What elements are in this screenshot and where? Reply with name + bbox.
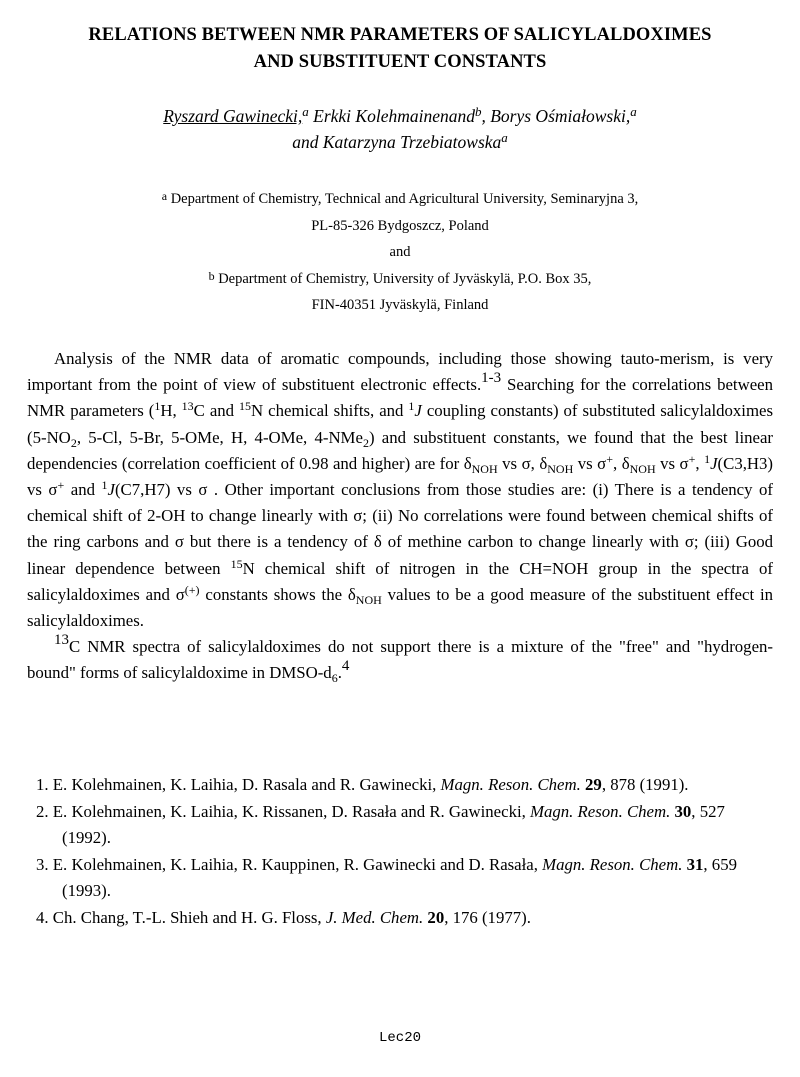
reference-list [36, 772, 772, 931]
title-line-1: RELATIONS BETWEEN NMR PARAMETERS OF SALICYLALDOXIMES [88, 25, 712, 45]
text-run: . [337, 663, 342, 683]
text-run: vs σ [655, 453, 689, 473]
subscript: 2 [362, 435, 369, 450]
superscript: 13 [54, 632, 69, 649]
affiliation-text: Department of Chemistry, Technical and Agricultural University, Seminaryjna 3, [170, 191, 639, 207]
reference-number: 3. [36, 854, 49, 874]
superscript: 13 [181, 399, 194, 414]
reference-number: 4. [36, 907, 49, 927]
subscript: NOH [547, 461, 574, 476]
reference-journal: Magn. Reson. Chem. [530, 801, 671, 821]
subscript: NOH [355, 592, 382, 607]
subscript: 6 [331, 671, 338, 686]
superscript: 1 [408, 399, 415, 414]
affiliation-mark: a [630, 104, 637, 119]
citation-mark: 1-3 [481, 370, 502, 387]
affiliation-text: Department of Chemistry, University of Jyväskylä, P.O. Box 35, [218, 270, 592, 287]
affiliation-a-address: PL-85-326 Bydgoszcz, Poland [311, 217, 489, 234]
text-run: (C7,H7) vs σ . Other important conclusions from those studies are: (i) There is a tendency of chemical shift of 2-OH to change linearly with σ; (ii) No correlations were found between chemical shifts of the ring carbons and σ but there is a tendency of δ of methine carbon to change linearly with σ; (iii) Good linear dependence between [27, 480, 774, 578]
symbol: J [414, 401, 422, 421]
text-run: C and [193, 401, 240, 421]
reference-item [36, 905, 772, 932]
text-run: and [64, 480, 102, 500]
title-line-2: AND SUBSTITUENT CONSTANTS [253, 52, 547, 72]
affiliation-mark: b [208, 268, 215, 283]
paragraph-2 [27, 634, 773, 686]
text-run: N chemical shift of nitrogen in the CH=NOH group in the spectra of salicylaldoximes and σ [27, 558, 774, 604]
reference-number: 1. [36, 775, 49, 794]
reference-journal: Magn. Reson. Chem. [542, 854, 683, 874]
reference-item [36, 772, 772, 799]
authors-line-2 [40, 129, 760, 155]
superscript: + [57, 478, 65, 493]
affiliation-mark: a [501, 130, 508, 145]
page-footer-label: Lec20 [378, 1030, 421, 1046]
affiliation-mark: a [302, 104, 309, 119]
reference-number: 2. [36, 801, 49, 821]
affiliation-mark: a [161, 189, 168, 203]
paper-title [40, 22, 760, 76]
subscript: 2 [70, 435, 77, 450]
abstract-body [27, 346, 773, 687]
text-run: vs σ, δ [497, 453, 548, 473]
author-name: Ryszard Gawinecki, [163, 106, 303, 126]
affiliation-and: and [389, 244, 411, 260]
superscript: + [606, 451, 613, 466]
author-name: Erkki Kolehmainenand [313, 106, 475, 126]
superscript: 1 [704, 451, 711, 466]
superscript: + [688, 451, 696, 466]
reference-authors: E. Kolehmainen, K. Laihia, K. Rissanen, D. Rasała and R. Gawinecki, [52, 801, 531, 821]
symbol: J [710, 453, 718, 473]
reference-pages: , 878 (1991). [601, 775, 689, 794]
symbol: J [107, 480, 115, 500]
text-run: vs σ [573, 453, 607, 473]
text-run: , 5-Cl, 5-Br, 5-OMe, H, 4-OMe, 4-NMe [76, 427, 363, 447]
reference-pages: , 527 (1992). [62, 801, 725, 847]
author-name: and Katarzyna Trzebiatowska [292, 132, 502, 152]
subscript: NOH [629, 461, 656, 476]
reference-journal: Magn. Reson. Chem. [440, 775, 581, 794]
reference-volume: 20 [427, 907, 445, 927]
authors-line-1: Ryszard Gawinecki,$^a$ Erkki Kolehmainenand$^b$, Borys Ośmiałowski,$^a$ [163, 104, 637, 126]
reference-authors: Ch. Chang, T.-L. Shieh and H. G. Floss, [52, 907, 326, 927]
reference-item [36, 852, 772, 905]
paragraph-1 [27, 346, 773, 634]
affiliation-a [40, 186, 760, 213]
affiliation-mark: b [474, 104, 482, 119]
text-run: (C3,H3) vs σ [27, 453, 773, 500]
text-run: , δ [613, 453, 630, 473]
subscript: NOH [471, 461, 498, 476]
superscript: 1 [154, 399, 161, 414]
text-run: , [695, 453, 705, 473]
author-name: Borys Ośmiałowski, [490, 106, 631, 126]
reference-authors: E. Kolehmainen, K. Laihia, D. Rasala and R. Gawinecki, [52, 775, 441, 794]
text-run: constants shows the δ [199, 584, 356, 604]
reference-pages: , 176 (1977). [444, 907, 531, 927]
text-run: Analysis of the NMR data of aromatic compounds, including those showing tauto-merism, is very important from the point of view of substituent electronic effects. [27, 349, 773, 395]
superscript: 15 [230, 556, 243, 571]
reference-item [36, 799, 772, 852]
text-run: values to be a good measure of the substituent effect in salicylaldoximes. [27, 584, 774, 631]
text-run: C NMR spectra of salicylaldoximes do not support there is a mixture of the "free" and "hydrogen-bound" forms of salicylaldoxime in DMSO-d [27, 637, 773, 683]
affiliation-b [40, 266, 760, 293]
superscript: (+) [184, 582, 200, 597]
author-list [40, 103, 760, 155]
reference-volume: 29 [585, 775, 602, 794]
affiliations [40, 186, 760, 319]
superscript: 1 [101, 478, 108, 493]
text-run: coupling constants) of substituted salicylaldoximes (5-NO [27, 401, 773, 447]
reference-volume: 31 [686, 854, 704, 874]
affiliation-b-address: FIN-40351 Jyväskylä, Finland [311, 297, 489, 313]
text-run: N chemical shifts, and [251, 401, 409, 421]
superscript: 15 [239, 399, 252, 414]
text-run: H, [160, 401, 182, 421]
reference-journal: J. Med. Chem. [325, 907, 424, 927]
reference-pages: , 659 (1993). [62, 854, 737, 900]
reference-volume: 30 [674, 801, 692, 821]
text-run: Searching for the correlations between NMR parameters ( [27, 375, 773, 421]
citation-mark: 4 [341, 658, 350, 675]
text-run: ) and substituent constants, we found that the best linear dependencies (correlation coefficient of 0.98 and higher) are for δ [27, 427, 773, 473]
reference-authors: E. Kolehmainen, K. Laihia, R. Kauppinen, R. Gawinecki and D. Rasała, [52, 854, 543, 874]
